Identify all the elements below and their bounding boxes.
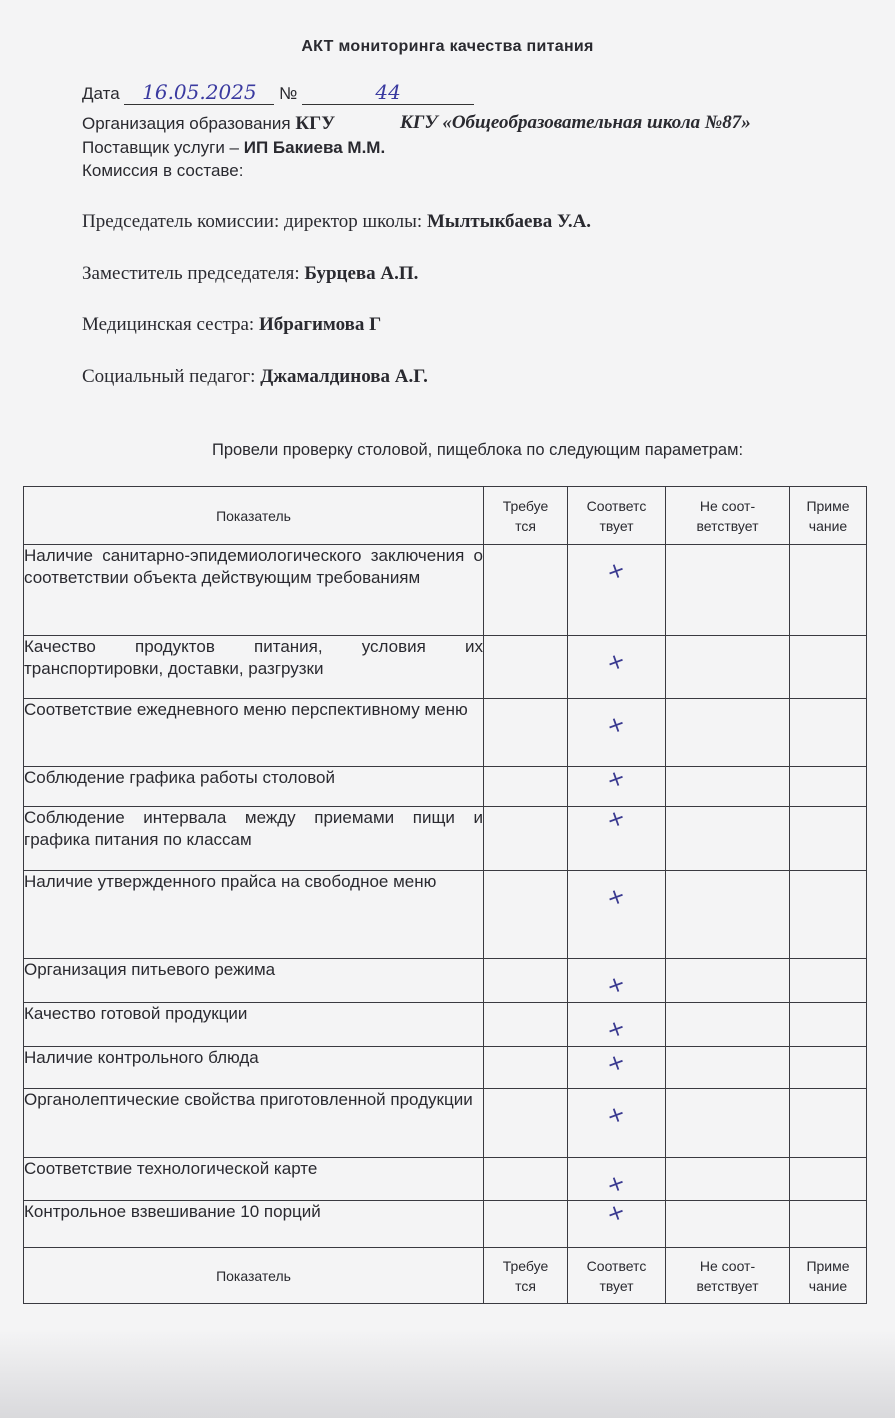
indicator-cell: Контрольное взвешивание 10 порций [24, 1201, 484, 1248]
note-cell [790, 545, 867, 636]
table-row [24, 767, 867, 807]
date-label: Дата [82, 84, 120, 103]
org-label: Организация образования [82, 114, 291, 133]
table-row [24, 545, 867, 636]
commission-nurse [82, 314, 381, 336]
complies-cell [568, 804, 666, 871]
complies-cell [568, 1158, 666, 1201]
required-cell [484, 1003, 568, 1047]
not-complies-cell [666, 767, 790, 807]
col-header-not-complies: Не соот- ветствует [666, 487, 790, 545]
commission-role: Социальный педагог: [82, 366, 256, 387]
col-footer-note: Приме чание [790, 1248, 867, 1304]
indicator-cell: Органолептические свойства приготовленной продукции [24, 1089, 484, 1158]
commission-chair [82, 211, 591, 233]
not-complies-cell [666, 545, 790, 636]
col-footer-indicator: Показатель [24, 1248, 484, 1304]
indicator-cell: Организация питьевого режима [24, 959, 484, 1003]
not-complies-cell [666, 1158, 790, 1201]
col-header-required: Требуе тся [484, 487, 568, 545]
indicator-cell: Соответствие технологической карте [24, 1158, 484, 1201]
check-mark: + [603, 882, 630, 913]
page-shadow [0, 1330, 895, 1418]
table-footer-row [24, 1248, 867, 1304]
required-cell [484, 871, 568, 959]
table-row [24, 1089, 867, 1158]
commission-role: Заместитель председателя: [82, 263, 300, 284]
check-mark: + [603, 556, 630, 587]
note-cell [790, 959, 867, 1003]
note-cell [790, 807, 867, 871]
commission-social-pedagogue [82, 366, 428, 388]
supplier-line [82, 138, 385, 158]
note-cell [790, 767, 867, 807]
commission-name: Мылтыкбаева У.А. [426, 211, 592, 232]
complies-cell [568, 1047, 666, 1089]
complies-cell [568, 1089, 666, 1158]
commission-name: Бурцева А.П. [304, 263, 419, 284]
table-row [24, 1201, 867, 1248]
number-label: № [279, 84, 298, 103]
supplier-value: ИП Бакиева М.М. [243, 138, 386, 157]
check-mark: + [603, 970, 630, 1001]
check-mark: + [603, 710, 630, 741]
table-row [24, 1003, 867, 1047]
table-row [24, 699, 867, 767]
check-mark: + [603, 1198, 630, 1229]
organization-name-line [400, 112, 751, 134]
indicator-cell: Соблюдение интервала между приемами пищи и графика питания по классам [24, 807, 484, 871]
required-cell [484, 767, 568, 807]
table-row [24, 1158, 867, 1201]
complies-cell [568, 699, 666, 767]
note-cell [790, 1201, 867, 1248]
note-cell [790, 699, 867, 767]
date-value: 16.05.2025 [124, 80, 274, 105]
note-cell [790, 1158, 867, 1201]
check-mark: + [603, 1048, 630, 1079]
not-complies-cell [666, 1003, 790, 1047]
col-footer-required: Требуе тся [484, 1248, 568, 1304]
complies-cell [568, 871, 666, 959]
not-complies-cell [666, 1047, 790, 1089]
not-complies-cell [666, 636, 790, 699]
complies-cell [568, 636, 666, 699]
indicator-cell: Наличие утвержденного прайса на свободное меню [24, 871, 484, 959]
check-mark: + [603, 764, 630, 795]
org-abbr: КГУ [295, 113, 336, 134]
inspection-table [23, 486, 867, 1304]
check-mark: + [603, 1014, 630, 1045]
document-title: АКТ мониторинга качества питания [301, 38, 594, 55]
table-header-row [24, 487, 867, 545]
indicator-cell: Качество готовой продукции [24, 1003, 484, 1047]
commission-name: Ибрагимова Г [258, 314, 382, 335]
indicator-cell: Соответствие ежедневного меню перспективному меню [24, 699, 484, 767]
note-cell [790, 1003, 867, 1047]
table-row [24, 636, 867, 699]
number-value: 44 [302, 80, 474, 105]
indicator-cell: Качество продуктов питания, условия их транспортировки, доставки, разгрузки [24, 636, 484, 699]
not-complies-cell [666, 1089, 790, 1158]
indicator-cell: Наличие санитарно-эпидемиологического заключения о соответствии объекта действующим требованиям [24, 545, 484, 636]
note-cell [790, 1089, 867, 1158]
date-number-line [82, 80, 474, 105]
commission-role: Председатель комиссии: директор школы: [82, 211, 423, 232]
col-footer-complies: Соответс твует [568, 1248, 666, 1304]
required-cell [484, 959, 568, 1003]
complies-cell [568, 1003, 666, 1047]
org-value: КГУ «Общеобразовательная школа №87» [400, 112, 751, 133]
required-cell [484, 699, 568, 767]
commission-deputy [82, 263, 418, 285]
col-header-note: Приме чание [790, 487, 867, 545]
table-row [24, 959, 867, 1003]
intro-text: Провели проверку столовой, пищеблока по следующим параметрам: [211, 441, 744, 459]
not-complies-cell [666, 1201, 790, 1248]
required-cell [484, 807, 568, 871]
col-footer-not-complies: Не соот- ветствует [666, 1248, 790, 1304]
note-cell [790, 871, 867, 959]
note-cell [790, 1047, 867, 1089]
table-row [24, 1047, 867, 1089]
required-cell [484, 1047, 568, 1089]
col-header-indicator: Показатель [24, 487, 484, 545]
check-mark: + [603, 647, 630, 678]
required-cell [484, 545, 568, 636]
check-mark: + [603, 804, 630, 835]
complies-cell [568, 959, 666, 1003]
required-cell [484, 1201, 568, 1248]
check-mark: + [603, 1100, 630, 1131]
note-cell [790, 636, 867, 699]
table-row [24, 807, 867, 871]
required-cell [484, 1089, 568, 1158]
indicator-cell: Соблюдение графика работы столовой [24, 767, 484, 807]
required-cell [484, 636, 568, 699]
not-complies-cell [666, 959, 790, 1003]
not-complies-cell [666, 871, 790, 959]
table-row [24, 871, 867, 959]
supplier-label: Поставщик услуги – [82, 138, 240, 157]
check-mark: + [603, 1169, 630, 1200]
not-complies-cell [666, 699, 790, 767]
commission-name: Джамалдинова А.Г. [260, 366, 428, 387]
col-header-complies: Соответс твует [568, 487, 666, 545]
complies-cell [568, 1198, 666, 1248]
not-complies-cell [666, 807, 790, 871]
commission-label: Комиссия в составе: [82, 161, 244, 180]
complies-cell [568, 545, 666, 636]
organization-line [82, 113, 335, 135]
commission-role: Медицинская сестра: [82, 314, 255, 335]
required-cell [484, 1158, 568, 1201]
indicator-cell: Наличие контрольного блюда [24, 1047, 484, 1089]
complies-cell [568, 764, 666, 807]
